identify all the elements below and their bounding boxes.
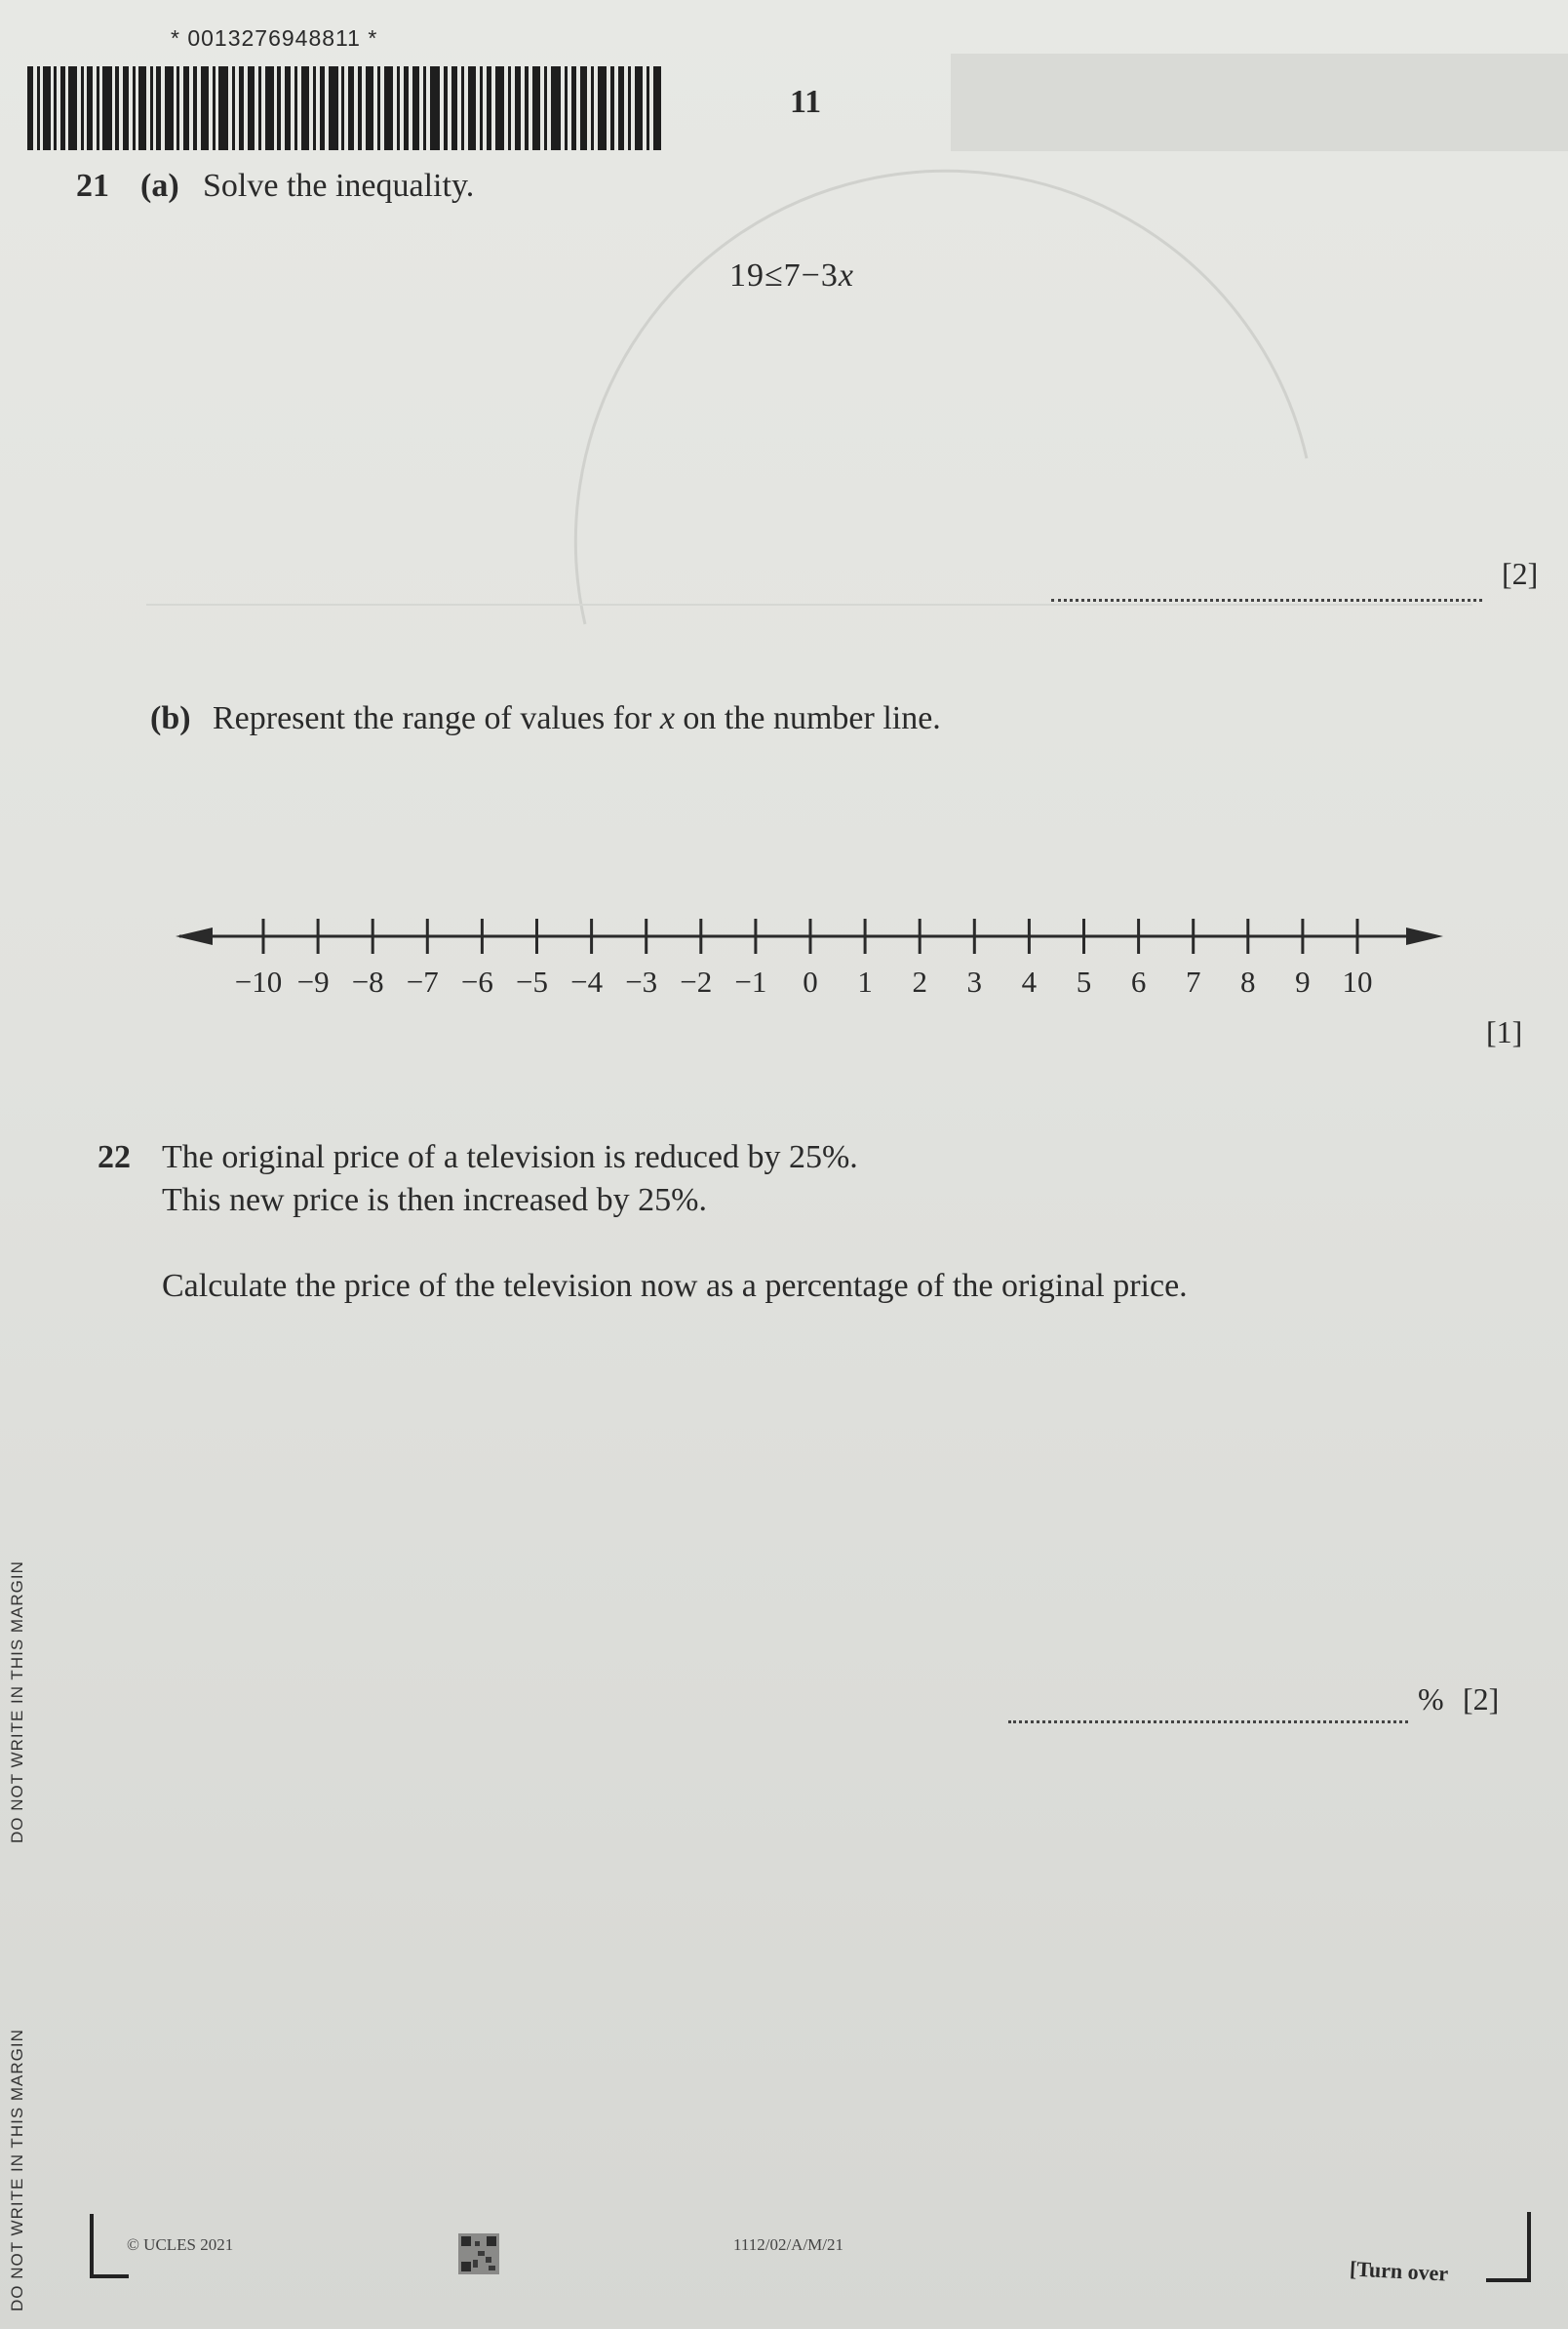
inequality xyxy=(729,257,854,295)
q21a-text: Solve the inequality. xyxy=(203,168,475,204)
number-line-right-arrow xyxy=(1406,928,1443,945)
inequality-variable: x xyxy=(838,257,854,294)
q22-marks: [2] xyxy=(1463,1681,1500,1717)
tick-label-7: 7 xyxy=(1185,965,1201,999)
tick-label--7: −7 xyxy=(406,965,439,999)
tick-label-9: 9 xyxy=(1295,965,1311,999)
tick-label--5: −5 xyxy=(516,965,548,999)
corner-mark-bottom-right-h xyxy=(1486,2278,1531,2282)
inequality-expression: 19≤7−3 xyxy=(729,257,839,294)
tick-label-2: 2 xyxy=(912,965,927,999)
turn-over: [Turn over xyxy=(1349,2256,1449,2286)
q22-line2: This new price is then increased by 25%. xyxy=(162,1182,707,1218)
q21b-text xyxy=(213,700,941,737)
tick-label-10: 10 xyxy=(1342,965,1373,999)
footer-code: 1112/02/A/M/21 xyxy=(733,2235,844,2254)
tick-label-5: 5 xyxy=(1076,965,1092,999)
barcode-number: * 0013276948811 * xyxy=(171,25,378,51)
tick-label-6: 6 xyxy=(1130,965,1147,999)
tick-label--1: −1 xyxy=(734,965,767,999)
q21b-variable: x xyxy=(659,700,675,736)
q21b-marks: [1] xyxy=(1486,1014,1523,1049)
footer-copyright: © UCLES 2021 xyxy=(127,2235,234,2254)
margin-warning-upper: DO NOT WRITE IN THIS MARGIN xyxy=(8,1560,26,1843)
tick-label-8: 8 xyxy=(1240,965,1256,999)
number-line[interactable] xyxy=(156,897,1463,1014)
number-line-left-arrow xyxy=(176,928,213,945)
qr-code-icon xyxy=(458,2233,499,2274)
q22-instruction: Calculate the price of the television now as a percentage of the original price. xyxy=(162,1268,1188,1304)
q22-line1: The original price of a television is reduced by 25%. xyxy=(162,1139,858,1175)
question-22-number: 22 xyxy=(98,1139,131,1175)
corner-mark-bottom-left-h xyxy=(90,2274,129,2278)
corner-mark-bottom-right-v xyxy=(1527,2212,1531,2282)
corner-mark-bottom-left-v xyxy=(90,2214,94,2278)
q21a-answer-line[interactable] xyxy=(1051,599,1482,602)
q21b-text-before: Represent the range of values for xyxy=(213,700,660,736)
tick-label--8: −8 xyxy=(351,965,384,999)
q22-answer-line[interactable] xyxy=(1008,1720,1408,1723)
tick-label--9: −9 xyxy=(296,965,330,999)
tick-label--6: −6 xyxy=(460,965,493,999)
q21b-label: (b) xyxy=(150,700,191,736)
q21a-label: (a) xyxy=(140,168,179,204)
tick-label--2: −2 xyxy=(680,965,713,999)
tick-label--4: −4 xyxy=(570,965,604,999)
question-21-number: 21 xyxy=(76,168,109,204)
q21a-marks: [2] xyxy=(1502,556,1539,591)
page-number: 11 xyxy=(790,84,822,120)
margin-warning-lower: DO NOT WRITE IN THIS MARGIN xyxy=(8,2029,26,2311)
tick-label-0: 0 xyxy=(803,965,818,999)
tick-label--3: −3 xyxy=(625,965,658,999)
tick-label-3: 3 xyxy=(966,965,983,999)
q22-answer-unit: % xyxy=(1418,1681,1444,1717)
barcode-image xyxy=(27,66,661,150)
q21b-text-after: on the number line. xyxy=(674,700,941,736)
tick-label-1: 1 xyxy=(857,965,873,999)
tick-label--10: −10 xyxy=(234,965,283,999)
tick-label-4: 4 xyxy=(1021,965,1038,999)
